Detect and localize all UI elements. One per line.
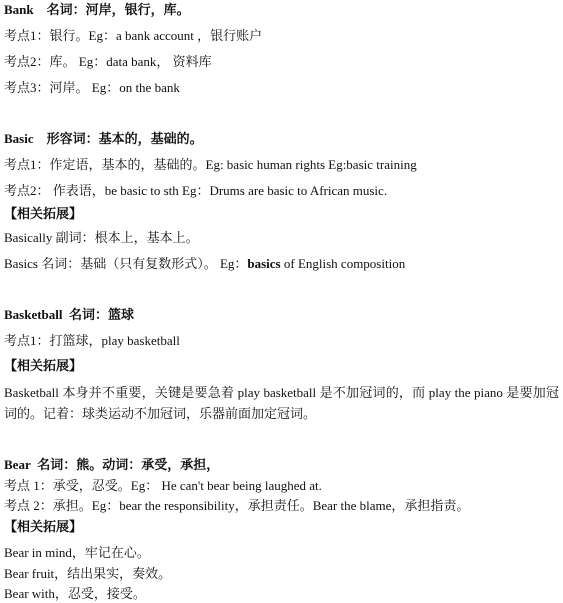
bear-extension-line-3: Bear with，忍受，接受。 bbox=[4, 586, 146, 601]
basic-ext2-before: Basics 名词：基础（只有复数形式）。 Eg： bbox=[4, 256, 248, 271]
bank-heading bbox=[4, 1, 559, 19]
bear-extension-line-2: Bear fruit，结出果实，奏效。 bbox=[4, 566, 172, 581]
basketball-heading-def: 名词：篮球 bbox=[69, 307, 135, 322]
bear-heading bbox=[4, 456, 559, 474]
bank-point-3: 考点3：河岸。 Eg：on the bank bbox=[4, 80, 180, 95]
basic-ext2-after: of English composition bbox=[280, 256, 406, 271]
basic-extension-title: 【相关拓展】 bbox=[4, 206, 83, 221]
basketball-heading-word: Basketball bbox=[4, 307, 63, 322]
bear-point-2: 考点 2：承担。Eg：bear the responsibility，承担责任。Bear the blame，承担指责。 bbox=[4, 498, 470, 513]
basic-extension-line-2 bbox=[4, 255, 559, 273]
bank-heading-def: 名词：河岸，银行，库。 bbox=[46, 2, 190, 17]
basic-ext2-bold: basics bbox=[247, 256, 281, 271]
basketball-point-1: 考点1：打篮球，play basketball bbox=[4, 333, 180, 348]
basketball-extension-title: 【相关拓展】 bbox=[4, 358, 83, 373]
basketball-heading bbox=[4, 306, 559, 324]
bear-extension-title: 【相关拓展】 bbox=[4, 519, 83, 534]
basic-extension-line-1: Basically 副词：根本上，基本上。 bbox=[4, 230, 199, 245]
basic-point-2: 考点2： 作表语，be basic to sth Eg：Drums are basic to African music. bbox=[4, 183, 388, 198]
bear-heading-def: 名词：熊。动词：承受，承担， bbox=[37, 457, 220, 472]
bear-heading-word: Bear bbox=[4, 457, 31, 472]
bank-point-2: 考点2：库。 Eg：data bank， 资料库 bbox=[4, 54, 212, 69]
bear-point-1: 考点 1：承受，忍受。Eg： He can't bear being laughed at. bbox=[4, 478, 322, 493]
basic-point-1: 考点1：作定语，基本的，基础的。Eg: basic human rights Eg:basic training bbox=[4, 157, 417, 172]
bank-point-1: 考点1：银行。Eg：a bank account ，银行账户 bbox=[4, 28, 263, 43]
basketball-extension-paragraph: Basketball 本身并不重要，关键是要急着 play basketball 是不加冠词的，而 play the piano 是要加冠词的。记着：球类运动不加冠词，乐器前面加定冠词。 bbox=[4, 385, 559, 421]
bear-extension-line-1: Bear in mind，牢记在心。 bbox=[4, 545, 150, 560]
basic-heading-word: Basic bbox=[4, 131, 34, 146]
basic-heading bbox=[4, 130, 559, 148]
bank-heading-word: Bank bbox=[4, 2, 34, 17]
basic-heading-def: 形容词：基本的，基础的。 bbox=[46, 131, 203, 146]
